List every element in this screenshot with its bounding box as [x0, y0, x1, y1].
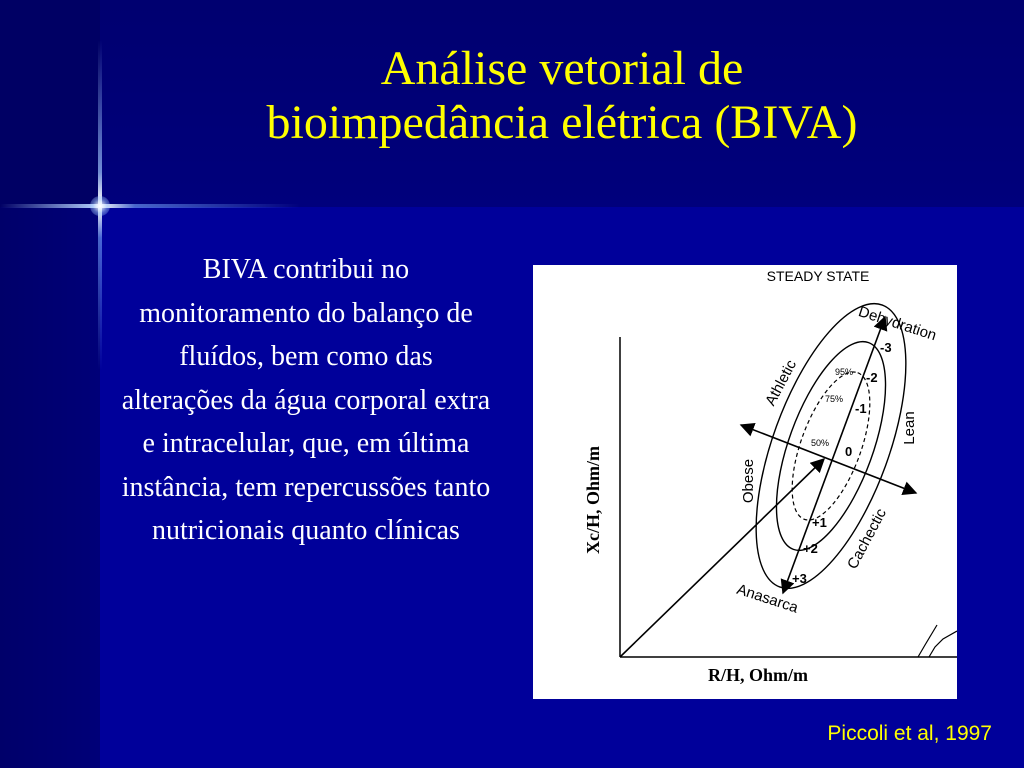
- label-lean: Lean: [901, 411, 918, 445]
- scale-label-0: 0: [845, 444, 853, 459]
- scale-label-minus-3: -3: [880, 340, 892, 355]
- figure-header: STEADY STATE: [766, 268, 870, 284]
- label-anasarca: Anasarca: [734, 580, 801, 617]
- ellipse-75: [754, 328, 908, 563]
- ellipse-label-75: 75%: [824, 394, 844, 404]
- label-obese: Obese: [740, 458, 757, 504]
- scale-label-plus-1: +1: [812, 515, 827, 530]
- citation: Piccoli et al, 1997: [827, 722, 992, 745]
- ellipse-label-50: 50%: [810, 438, 830, 448]
- slide-title-line-2: bioimpedância elétrica (BIVA): [266, 96, 858, 149]
- biva-figure: [533, 265, 957, 699]
- x-axis-label: R/H, Ohm/m: [707, 665, 809, 685]
- partial-curve-corner-2: [929, 631, 957, 657]
- nutrition-axis: [741, 425, 916, 493]
- ellipse-label-95: 95%: [834, 367, 854, 377]
- scale-label-minus-1: -1: [855, 401, 867, 416]
- impedance-vector: [620, 459, 824, 657]
- slide-body-text: BIVA contribui no monitoramento do balanço de fluídos, bem como das alterações da água corporal extra e intracelular, que, em última instância, tem repercussões tanto nutricionais quanto clínicas: [121, 254, 491, 546]
- scale-label-plus-2: +2: [803, 541, 818, 556]
- background-corner: [0, 0, 100, 207]
- partial-curve-corner: [918, 625, 937, 657]
- label-athletic: Athletic: [761, 357, 801, 409]
- y-axis-label: Xc/H, Ohm/m: [583, 446, 603, 554]
- biva-diagram: [533, 265, 957, 699]
- slide-title: [100, 42, 1024, 150]
- slide-title-line-1: Análise vetorial de: [380, 42, 744, 95]
- scale-label-minus-2: -2: [866, 370, 878, 385]
- label-dehydration: Dehydration: [856, 303, 939, 345]
- light-flare-horizontal: [0, 204, 300, 208]
- light-flare-glow: [90, 196, 110, 216]
- label-cachectic: Cachectic: [844, 505, 890, 572]
- scale-label-plus-3: +3: [792, 571, 807, 586]
